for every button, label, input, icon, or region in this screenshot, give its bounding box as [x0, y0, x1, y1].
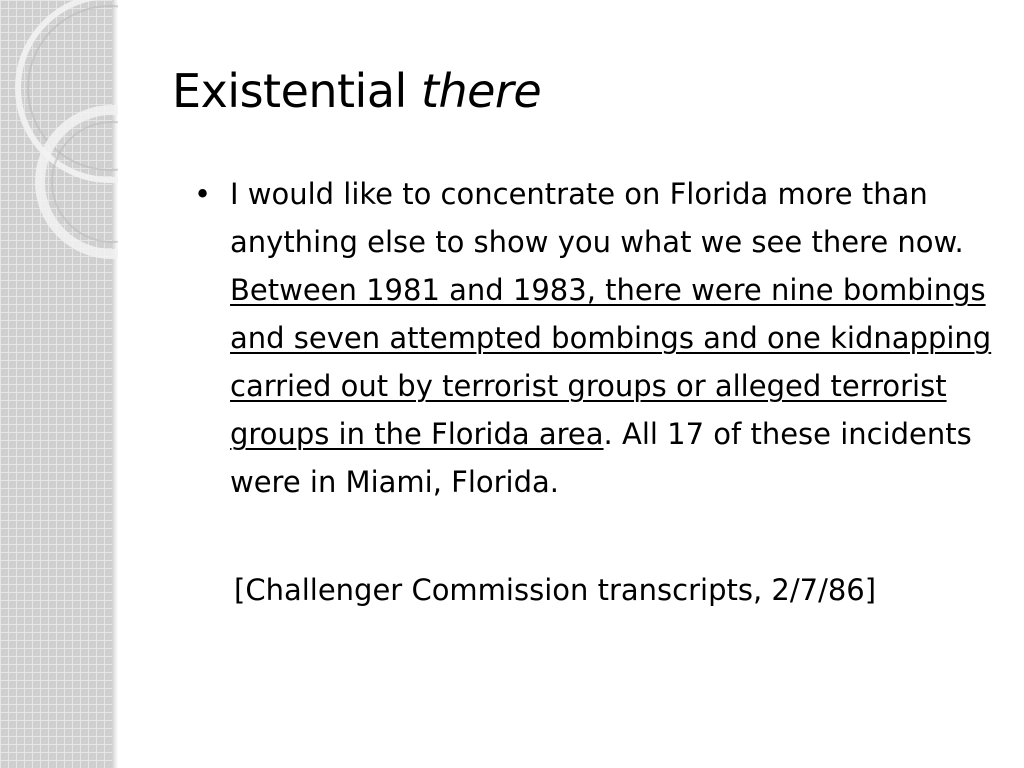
title-italic-word: there: [420, 64, 542, 118]
title-text: Existential: [172, 64, 407, 118]
decorative-circles: [0, 0, 118, 260]
quote-outro: All 17 of these incidents were in Miami, Florida.: [230, 417, 972, 499]
bullet-list: [186, 170, 996, 506]
citation: [Challenger Commission transcripts, 2/7/86]: [234, 573, 877, 607]
quote-intro: I would like to concentrate on Florida more than anything else to show you what we see there now.: [230, 177, 964, 259]
quote-period: .: [603, 417, 613, 451]
slide-title: [172, 64, 541, 119]
bullet-item: [186, 170, 996, 506]
quote-underlined: Between 1981 and 1983, there were nine bombings and seven attempted bombings and one kidnapping carried out by terrorist groups or alleged terrorist groups in the Florida area: [230, 273, 992, 451]
bullet-dot: •: [194, 177, 212, 211]
